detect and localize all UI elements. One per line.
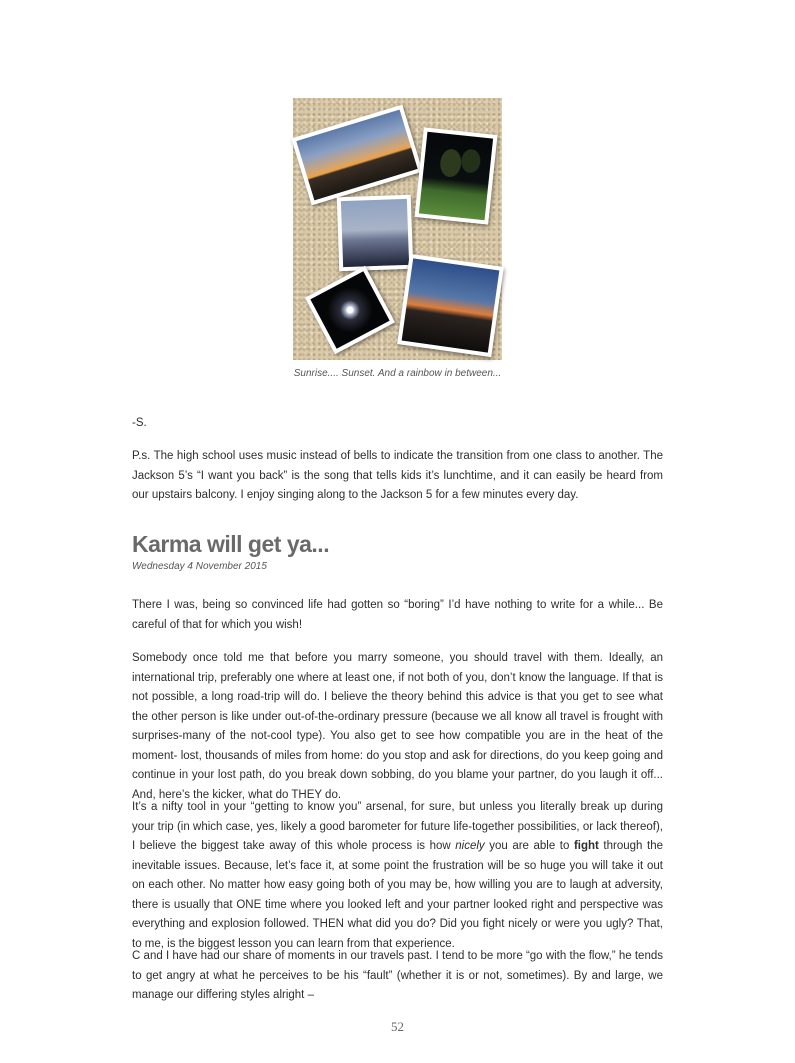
paragraph-3-part-a: It’s a nifty tool in your “getting to know you” arsenal, for sure, but unless you literally break up during your trip (in which case, yes, likely a good barometer for future life-together possibilities, or lack thereof), I believe the biggest take away of this whole process is how [132,801,663,852]
paragraph-3-part-c: through the inevitable issues. Because, let’s face it, at some point the frustration will be so huge you will take it out on each other. No matter how easy going both of you may be, how willing you are to laugh at adversity, there is usually that ONE time where you looked left and your partner looked right and perspective was everything and explosion followed. THEN what did you do? Did you fight nicely or were you ugly? That, to me, is the biggest lesson you can learn from that experience. [132,840,663,950]
paragraph-2: Somebody once told me that before you marry someone, you should travel with them. Ideally, an international trip, preferably one where at least one, if not both of you, don’t know the language. If that is not possible, a long road-trip will do. I believe the theory behind this advice is that you get to see what the other person is like under out-of-the-ordinary pressure (because we all know all travel is frought with surprises-many of the not-cool type). You also get to see how compatible you are in the heat of the moment- lost, thousands of miles from home: do you stop and ask for directions, do you keep going and continue in your lost path, do you break down sobbing, do you blame your partner, do you laugh it off... And, here’s the kicker, what do THEY do. [132,652,663,801]
postscript-paragraph: P.s. The high school uses music instead of bells to indicate the transition from one class to another. The Jackson 5’s “I want you back” is the song that tells kids it’s lunchtime, and it can easily be heard from our upstairs balcony. I enjoy singing along to the Jackson 5 for a few minutes every day. [132,450,663,501]
sunset-photo [397,254,504,357]
paragraph-3 [132,798,663,954]
paragraph-3-part-b: you are able to [484,840,574,852]
paragraph-1: There I was, being so convinced life had gotten so “boring” I’d have nothing to write for a while... Be careful of that for which you wish! [132,599,663,631]
figure-caption: Sunrise.... Sunset. And a rainbow in between... [293,368,502,379]
sunrise-photo [291,105,422,206]
post-date: Wednesday 4 November 2015 [132,561,267,572]
photo-collage [293,98,502,360]
signature: -S. [132,417,147,429]
palm-trees-night-photo [414,127,497,224]
nicely-emphasis: nicely [455,840,485,852]
paragraph-4: C and I have had our share of moments in our travels past. I tend to be more “go with the flow,” he tends to get angry at what he perceives to be his “fault” (whether it is or not, sometimes). By and large, we manage our differing styles alright – [132,950,663,1001]
page-number: 52 [391,1019,404,1034]
palm-silhouette-photo [337,195,414,272]
fight-bold: fight [573,840,599,852]
post-title: Karma will get ya... [132,531,330,557]
moon-photo [305,266,395,354]
